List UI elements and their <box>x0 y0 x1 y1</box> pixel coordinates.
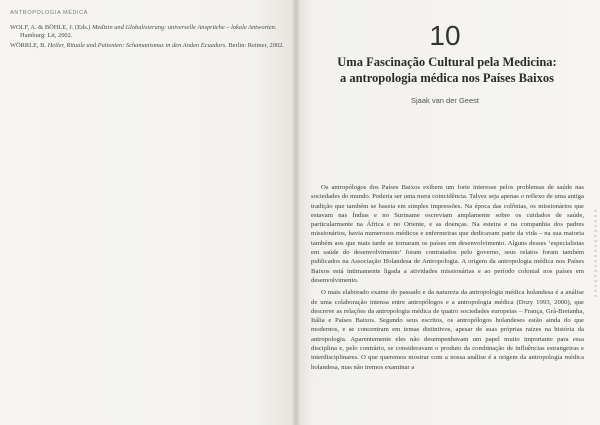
chapter-body <box>311 183 584 372</box>
page-edge-shadow <box>594 210 597 300</box>
reference-title: Medizin und Globalisierung: universelle Ansprüche – lokale Antworten. <box>92 24 277 31</box>
chapter-title-line-2: a antropologia médica nos Países Baixos <box>339 71 555 85</box>
body-paragraph: Os antropólogos dos Países Baixos exibem um forte interesse pelos problemas de saúde nas sociedades do mundo. Poderia ser uma mera coincidência. Talvez seja apenas o reflexo de uma antiga tradição que também se baseia em simples impressões. Na época das colônias, os missionários que estavam nas Índias e no Suriname escreviam amplamente sobre os cuidados de saúde, particularmente na África e no Oriente, e as doenças. Na esteira e na companhia dos padres missionários, havia numerosos médicos e enfermeiras que dedicavam parte da vida – na sua maioria também aos que mais tarde se tornaram os países em desenvolvimento. Alguns desses ‘especialistas em saúde do desenvolvimento’ foram contratados pelo governo, seus relatos foram também publicados na Associação Holandesa de Antropologia. A origem da antropologia médica nos Países Baixos está intimamente ligada a atividades missionárias e ao período colonial nos países em desenvolvimento. <box>311 184 584 284</box>
reference-list <box>10 24 290 51</box>
reference-authors: WÖRRLE, B. <box>10 41 47 49</box>
body-paragraph: O mais elaborado exame do passado e da natureza da antropologia médica holandesa é a análise de uma colaboração intensa entre antropólogos e a antropologia médica (Dozy 1993, 2000), que descreve as relações da antropologia médica de quatro sociedades europeias – França, Grã-Bretanha, Itália e Países Baixos. Segundo seus escritos, os antropólogos holandeses estão ainda do que modernos, e se concentram em temas distintivos, apesar de suas próprias raízes na história da antropologia. Aparentemente eles não desempenhavam um papel muito importante para essa disciplina e, pelo contrário, se consideravam o produto da combinação de influências estrangeiras e interdisciplinares. O que queremos mostrar com a nossa análise é a origem da antropologia médica holandesa, mas não iremos examinar a <box>311 289 584 371</box>
left-page <box>0 0 296 425</box>
chapter-author: Sjaak van der Geest <box>411 96 479 105</box>
reference-publisher: Hamburg: Lit, 2002. <box>20 31 73 39</box>
running-head: ANTROPOLOGIA MÉDICA <box>10 10 89 16</box>
reference-title: Heiler, Rituale und Patienten: Schamanismus in den Anden Ecuadors. <box>47 41 227 49</box>
book-gutter <box>292 0 300 425</box>
reference-publisher: Berlin: Reimer, 2002. <box>228 41 284 49</box>
chapter-number: 10 <box>429 20 461 51</box>
reference-entry <box>10 42 290 50</box>
reference-authors: WOLF, A. & BÖHLE, J. (Eds.) <box>10 24 91 31</box>
chapter-title <box>318 54 576 86</box>
chapter-title-line-1: Uma Fascinação Cultural pela Medicina: <box>337 55 557 69</box>
reference-entry <box>10 24 290 40</box>
